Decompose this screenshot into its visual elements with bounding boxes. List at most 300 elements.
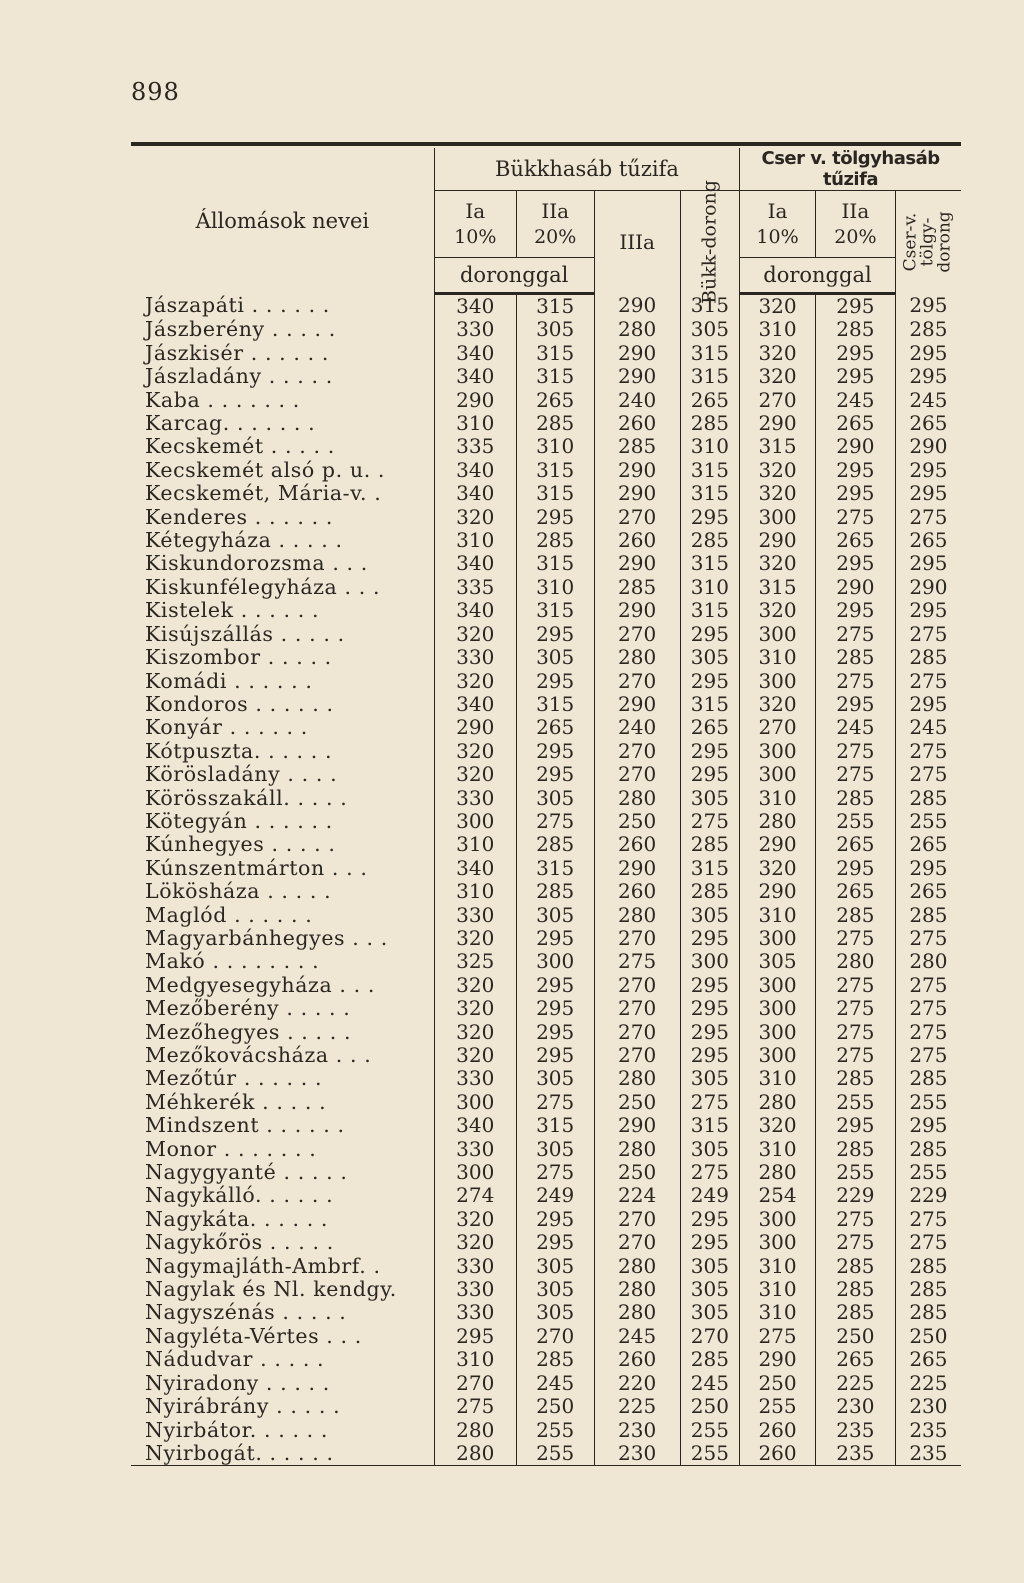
station-name: Nagykőrös . . . . . <box>145 1231 334 1255</box>
beech-iia-value: 315 <box>516 365 594 388</box>
beech-ia-value: 310 <box>434 833 516 856</box>
table-row <box>131 997 961 1020</box>
stations-column-header: Állomások nevei <box>195 208 370 233</box>
oak-ia-value: 320 <box>740 459 816 482</box>
oak-iia-value: 295 <box>815 482 895 505</box>
beech-iia-value: 285 <box>516 880 594 903</box>
beech-pole-value: 295 <box>680 740 739 763</box>
beech-pole-value: 249 <box>680 1184 739 1207</box>
station-name: Méhkerék . . . . . <box>145 1090 327 1114</box>
beech-group-header: Bükkhasáb tűzifa <box>434 148 739 191</box>
oak-pole-value: 275 <box>895 623 961 646</box>
oak-pole-value: 275 <box>895 1044 961 1067</box>
oak-pole-value: 285 <box>895 1067 961 1090</box>
oak-ia-value: 320 <box>740 365 816 388</box>
price-table-container <box>131 142 961 1466</box>
beech-pole-value: 255 <box>680 1419 739 1442</box>
oak-iia-value: 295 <box>815 1114 895 1137</box>
beech-iiia-value: 260 <box>594 833 680 856</box>
station-name: Kaba . . . . . . . <box>145 388 300 412</box>
beech-iia-value: 305 <box>516 1278 594 1301</box>
beech-pole-value: 295 <box>680 1044 739 1067</box>
station-name: Mezőberény . . . . . <box>145 997 351 1021</box>
oak-pole-value: 265 <box>895 833 961 856</box>
beech-ia-value: 290 <box>434 716 516 739</box>
oak-pole-value: 285 <box>895 1278 961 1301</box>
oak-pole-value: 275 <box>895 506 961 529</box>
oak-ia-value: 275 <box>740 1325 816 1348</box>
beech-ia-value: 340 <box>434 1114 516 1137</box>
beech-iiia-value: 280 <box>594 904 680 927</box>
station-name: Kistelek . . . . . . <box>145 599 320 623</box>
table-row <box>131 599 961 622</box>
beech-iiia-value: 280 <box>594 1138 680 1161</box>
beech-iiia-value: 290 <box>594 1114 680 1137</box>
beech-iiia-value: 290 <box>594 599 680 622</box>
oak-ia-value: 300 <box>740 623 816 646</box>
oak-ia-value: 280 <box>740 810 816 833</box>
oak-ia-value: 305 <box>740 950 816 973</box>
table-row <box>131 1114 961 1137</box>
beech-iia-value: 250 <box>516 1395 594 1418</box>
station-name: Makó . . . . . . . . <box>145 950 320 974</box>
beech-ia-value: 300 <box>434 1091 516 1114</box>
table-row <box>131 389 961 412</box>
beech-pole-value: 295 <box>680 1021 739 1044</box>
oak-iia-value: 295 <box>815 294 895 319</box>
oak-iia-value: 285 <box>815 318 895 341</box>
beech-ia-value: 274 <box>434 1184 516 1207</box>
oak-pole-header <box>895 191 961 294</box>
beech-iia-percent: 20% <box>534 226 577 248</box>
oak-pole-value: 265 <box>895 880 961 903</box>
oak-iia-percent: 20% <box>834 226 877 248</box>
oak-pole-value: 295 <box>895 294 961 319</box>
table-row <box>131 1348 961 1371</box>
oak-ia-value: 290 <box>740 833 816 856</box>
station-name: Kecskemét, Mária-v. . <box>145 482 382 506</box>
oak-ia-value: 310 <box>740 1255 816 1278</box>
beech-iia-value: 300 <box>516 950 594 973</box>
beech-ia-value: 320 <box>434 670 516 693</box>
oak-iia-value: 275 <box>815 1231 895 1254</box>
table-row <box>131 646 961 669</box>
beech-iia-label: IIa <box>541 199 570 223</box>
beech-iia-value: 295 <box>516 927 594 950</box>
table-row <box>131 1372 961 1395</box>
oak-ia-value: 320 <box>740 693 816 716</box>
beech-iiia-value: 290 <box>594 294 680 319</box>
table-row <box>131 927 961 950</box>
oak-iia-value: 275 <box>815 670 895 693</box>
oak-ia-value: 255 <box>740 1395 816 1418</box>
beech-pole-value: 275 <box>680 810 739 833</box>
beech-iiia-value: 290 <box>594 552 680 575</box>
beech-iia-value: 315 <box>516 459 594 482</box>
beech-iiia-value: 290 <box>594 459 680 482</box>
oak-ia-value: 270 <box>740 389 816 412</box>
beech-iiia-value: 285 <box>594 435 680 458</box>
station-name: Nádudvar . . . . . <box>145 1348 325 1372</box>
table-row <box>131 318 961 341</box>
oak-ia-label: Ia <box>767 199 788 223</box>
beech-iia-value: 295 <box>516 623 594 646</box>
beech-ia-value: 330 <box>434 1067 516 1090</box>
oak-iia-value: 285 <box>815 1255 895 1278</box>
beech-ia-percent: 10% <box>454 226 497 248</box>
beech-pole-value: 305 <box>680 1278 739 1301</box>
beech-iiia-value: 280 <box>594 1067 680 1090</box>
beech-ia-value: 340 <box>434 482 516 505</box>
beech-pole-value: 315 <box>680 294 739 319</box>
table-row <box>131 294 961 319</box>
beech-pole-value: 285 <box>680 880 739 903</box>
beech-ia-value: 325 <box>434 950 516 973</box>
beech-iia-value: 285 <box>516 1348 594 1371</box>
beech-iia-value: 315 <box>516 482 594 505</box>
oak-iia-value: 265 <box>815 880 895 903</box>
beech-ia-value: 330 <box>434 318 516 341</box>
beech-ia-value: 340 <box>434 294 516 319</box>
station-name: Kiskundorozsma . . . <box>145 552 368 576</box>
beech-iia-value: 305 <box>516 646 594 669</box>
table-row <box>131 1278 961 1301</box>
beech-iiia-value: 250 <box>594 1091 680 1114</box>
beech-pole-value: 285 <box>680 833 739 856</box>
oak-iia-value: 275 <box>815 1208 895 1231</box>
oak-iia-header <box>815 191 895 258</box>
beech-iiia-value: 270 <box>594 997 680 1020</box>
table-row <box>131 552 961 575</box>
station-name: Körösszakáll. . . . . <box>145 786 348 810</box>
beech-iia-value: 305 <box>516 904 594 927</box>
oak-ia-header <box>740 191 816 258</box>
station-name: Kötegyán . . . . . . <box>145 809 333 833</box>
oak-iia-value: 280 <box>815 950 895 973</box>
oak-ia-value: 270 <box>740 716 816 739</box>
beech-ia-value: 320 <box>434 506 516 529</box>
table-row <box>131 787 961 810</box>
beech-pole-value: 285 <box>680 529 739 552</box>
beech-iia-value: 295 <box>516 1208 594 1231</box>
beech-iia-value: 315 <box>516 294 594 319</box>
oak-pole-value: 255 <box>895 810 961 833</box>
beech-ia-value: 335 <box>434 576 516 599</box>
table-row <box>131 1325 961 1348</box>
beech-pole-value: 305 <box>680 787 739 810</box>
beech-iia-value: 295 <box>516 763 594 786</box>
beech-ia-value: 290 <box>434 389 516 412</box>
beech-pole-value: 305 <box>680 1255 739 1278</box>
oak-ia-value: 300 <box>740 997 816 1020</box>
beech-iia-value: 295 <box>516 974 594 997</box>
station-name: Karcag. . . . . . . <box>145 412 316 436</box>
beech-pole-value: 295 <box>680 1208 739 1231</box>
beech-iia-value: 315 <box>516 342 594 365</box>
oak-iia-value: 275 <box>815 763 895 786</box>
oak-ia-value: 310 <box>740 1138 816 1161</box>
beech-iia-value: 315 <box>516 1114 594 1137</box>
oak-iia-value: 255 <box>815 1091 895 1114</box>
table-row <box>131 1419 961 1442</box>
oak-iia-value: 290 <box>815 435 895 458</box>
table-row <box>131 1044 961 1067</box>
beech-iiia-value: 260 <box>594 529 680 552</box>
beech-ia-value: 270 <box>434 1372 516 1395</box>
beech-pole-value: 265 <box>680 716 739 739</box>
oak-iia-value: 275 <box>815 1044 895 1067</box>
beech-iia-value: 295 <box>516 1231 594 1254</box>
oak-pole-value: 295 <box>895 857 961 880</box>
beech-pole-value: 315 <box>680 857 739 880</box>
page-number: 898 <box>131 78 180 106</box>
beech-iia-value: 305 <box>516 1301 594 1324</box>
beech-ia-value: 330 <box>434 904 516 927</box>
beech-iiia-value: 245 <box>594 1325 680 1348</box>
beech-pole-value: 305 <box>680 904 739 927</box>
beech-iiia-value: 270 <box>594 1231 680 1254</box>
oak-ia-value: 290 <box>740 880 816 903</box>
table-row <box>131 576 961 599</box>
oak-pole-value: 275 <box>895 997 961 1020</box>
beech-pole-value: 305 <box>680 646 739 669</box>
beech-iia-value: 265 <box>516 716 594 739</box>
oak-pole-value: 255 <box>895 1091 961 1114</box>
bottom-rule <box>131 1465 961 1466</box>
oak-iia-value: 285 <box>815 1067 895 1090</box>
beech-pole-value: 295 <box>680 763 739 786</box>
beech-pole-value: 295 <box>680 506 739 529</box>
beech-iiia-value: 280 <box>594 1278 680 1301</box>
beech-ia-value: 295 <box>434 1325 516 1348</box>
table-row <box>131 904 961 927</box>
station-name: Mezőhegyes . . . . . <box>145 1020 352 1044</box>
beech-iia-value: 315 <box>516 599 594 622</box>
table-row <box>131 974 961 997</box>
table-row <box>131 1138 961 1161</box>
oak-pole-value: 230 <box>895 1395 961 1418</box>
oak-iia-value: 265 <box>815 833 895 856</box>
station-name: Mindszent . . . . . . <box>145 1114 345 1138</box>
beech-ia-value: 340 <box>434 693 516 716</box>
oak-ia-value: 260 <box>740 1419 816 1442</box>
beech-pole-value: 315 <box>680 459 739 482</box>
station-name: Jászladány . . . . . <box>145 365 333 389</box>
beech-iiia-value: 270 <box>594 506 680 529</box>
oak-ia-value: 254 <box>740 1184 816 1207</box>
beech-iiia-value: 280 <box>594 1255 680 1278</box>
beech-iiia-value: 290 <box>594 342 680 365</box>
station-name: Kecskemét alsó p. u. . <box>145 458 386 482</box>
beech-pole-value: 310 <box>680 576 739 599</box>
oak-iia-value: 275 <box>815 1021 895 1044</box>
oak-pole-value: 295 <box>895 599 961 622</box>
beech-iiia-value: 224 <box>594 1184 680 1207</box>
table-row <box>131 459 961 482</box>
station-name: Jászkisér . . . . . . <box>145 341 329 365</box>
station-name: Kiskunfélegyháza . . . <box>145 575 381 599</box>
beech-iia-value: 295 <box>516 997 594 1020</box>
table-row <box>131 833 961 856</box>
oak-pole-value: 295 <box>895 342 961 365</box>
beech-iia-value: 295 <box>516 740 594 763</box>
oak-ia-value: 320 <box>740 599 816 622</box>
beech-pole-value: 295 <box>680 670 739 693</box>
oak-group-header: Cser v. tölgyhasáb tűzifa <box>740 148 961 191</box>
oak-pole-value: 285 <box>895 646 961 669</box>
table-row <box>131 1301 961 1324</box>
beech-iia-value: 295 <box>516 1021 594 1044</box>
oak-iia-value: 275 <box>815 974 895 997</box>
station-name: Körösladány . . . . <box>145 763 338 787</box>
beech-iia-value: 305 <box>516 1067 594 1090</box>
oak-pole-value: 275 <box>895 670 961 693</box>
station-name: Monor . . . . . . . <box>145 1137 317 1161</box>
beech-pole-value: 255 <box>680 1442 739 1465</box>
beech-with-pole-header: doronggal <box>434 258 594 294</box>
oak-pole-value: 275 <box>895 1208 961 1231</box>
beech-ia-value: 300 <box>434 1161 516 1184</box>
beech-iiia-value: 260 <box>594 412 680 435</box>
beech-ia-value: 320 <box>434 623 516 646</box>
oak-ia-value: 310 <box>740 318 816 341</box>
station-name: Kondoros . . . . . . <box>145 692 334 716</box>
oak-iia-value: 229 <box>815 1184 895 1207</box>
beech-iia-value: 285 <box>516 529 594 552</box>
table-row <box>131 1067 961 1090</box>
station-name: Nagykálló. . . . . . <box>145 1184 334 1208</box>
oak-iia-value: 295 <box>815 857 895 880</box>
beech-pole-value: 295 <box>680 927 739 950</box>
beech-pole-value: 305 <box>680 1138 739 1161</box>
oak-iia-label: IIa <box>841 199 870 223</box>
oak-pole-value: 285 <box>895 1138 961 1161</box>
oak-pole-value: 285 <box>895 1301 961 1324</box>
oak-pole-value: 265 <box>895 1348 961 1371</box>
table-row <box>131 670 961 693</box>
oak-pole-value: 245 <box>895 389 961 412</box>
beech-ia-value: 320 <box>434 974 516 997</box>
beech-iiia-value: 260 <box>594 1348 680 1371</box>
station-name: Nagygyanté . . . . . <box>145 1161 348 1185</box>
station-name: Nagylak és Nl. kendgy. <box>145 1278 397 1302</box>
beech-iiia-value: 290 <box>594 857 680 880</box>
station-name: Nagyszénás . . . . . <box>145 1301 347 1325</box>
beech-pole-value: 305 <box>680 1301 739 1324</box>
beech-iia-value: 305 <box>516 787 594 810</box>
beech-pole-value: 295 <box>680 623 739 646</box>
oak-pole-value: 295 <box>895 482 961 505</box>
beech-ia-value: 320 <box>434 1231 516 1254</box>
beech-iiia-value: 290 <box>594 482 680 505</box>
oak-pole-value: 295 <box>895 1114 961 1137</box>
oak-pole-value: 250 <box>895 1325 961 1348</box>
beech-iia-value: 275 <box>516 1091 594 1114</box>
station-name: Kenderes . . . . . . <box>145 505 334 529</box>
oak-iia-value: 245 <box>815 389 895 412</box>
oak-pole-value: 235 <box>895 1419 961 1442</box>
beech-pole-value: 300 <box>680 950 739 973</box>
oak-pole-value: 285 <box>895 1255 961 1278</box>
table-body <box>131 294 961 1466</box>
oak-pole-value: 285 <box>895 904 961 927</box>
beech-iia-value: 265 <box>516 389 594 412</box>
beech-ia-value: 340 <box>434 599 516 622</box>
table-row <box>131 740 961 763</box>
beech-iia-value: 270 <box>516 1325 594 1348</box>
oak-pole-value: 295 <box>895 459 961 482</box>
beech-pole-value: 295 <box>680 1231 739 1254</box>
beech-pole-value: 275 <box>680 1161 739 1184</box>
beech-ia-value: 340 <box>434 342 516 365</box>
beech-iiia-value: 290 <box>594 693 680 716</box>
beech-iia-value: 305 <box>516 318 594 341</box>
beech-iia-value: 305 <box>516 1138 594 1161</box>
station-name: Komádi . . . . . . <box>145 669 313 693</box>
oak-pole-value: 255 <box>895 1161 961 1184</box>
beech-iiia-value: 285 <box>594 576 680 599</box>
beech-iia-value: 245 <box>516 1372 594 1395</box>
beech-iiia-value: 270 <box>594 1044 680 1067</box>
beech-iiia-value: 240 <box>594 389 680 412</box>
table-row <box>131 1184 961 1207</box>
oak-iia-value: 285 <box>815 904 895 927</box>
beech-pole-value: 245 <box>680 1372 739 1395</box>
beech-pole-value: 315 <box>680 482 739 505</box>
oak-pole-value: 285 <box>895 318 961 341</box>
station-name: Nyiradony . . . . . <box>145 1371 330 1395</box>
oak-iia-value: 295 <box>815 365 895 388</box>
oak-pole-value: 290 <box>895 435 961 458</box>
table-row <box>131 529 961 552</box>
station-name: Medgyesegyháza . . . <box>145 973 375 997</box>
table-row <box>131 1231 961 1254</box>
oak-ia-value: 310 <box>740 904 816 927</box>
oak-iia-value: 230 <box>815 1395 895 1418</box>
beech-pole-value: 305 <box>680 318 739 341</box>
oak-ia-value: 315 <box>740 435 816 458</box>
oak-ia-percent: 10% <box>756 226 799 248</box>
beech-iia-value: 295 <box>516 1044 594 1067</box>
oak-pole-value: 275 <box>895 1231 961 1254</box>
beech-ia-value: 320 <box>434 1021 516 1044</box>
beech-iia-value: 275 <box>516 810 594 833</box>
beech-iiia-value: 290 <box>594 365 680 388</box>
table-row <box>131 716 961 739</box>
beech-iiia-value: 280 <box>594 787 680 810</box>
beech-iia-header <box>516 191 594 258</box>
oak-iia-value: 285 <box>815 646 895 669</box>
beech-ia-value: 340 <box>434 857 516 880</box>
beech-ia-value: 320 <box>434 927 516 950</box>
oak-iia-value: 295 <box>815 599 895 622</box>
beech-iia-value: 315 <box>516 552 594 575</box>
beech-ia-value: 320 <box>434 1208 516 1231</box>
beech-pole-value: 315 <box>680 693 739 716</box>
station-name: Mezőkovácsháza . . . <box>145 1044 372 1067</box>
oak-iia-value: 235 <box>815 1419 895 1442</box>
table-row <box>131 950 961 973</box>
oak-ia-value: 310 <box>740 787 816 810</box>
oak-iia-value: 285 <box>815 1138 895 1161</box>
beech-ia-value: 330 <box>434 1278 516 1301</box>
beech-ia-value: 320 <box>434 997 516 1020</box>
station-name: Kisújszállás . . . . . <box>145 622 345 646</box>
table-row <box>131 763 961 786</box>
oak-ia-value: 300 <box>740 1208 816 1231</box>
oak-iia-value: 235 <box>815 1442 895 1465</box>
oak-iia-value: 265 <box>815 1348 895 1371</box>
